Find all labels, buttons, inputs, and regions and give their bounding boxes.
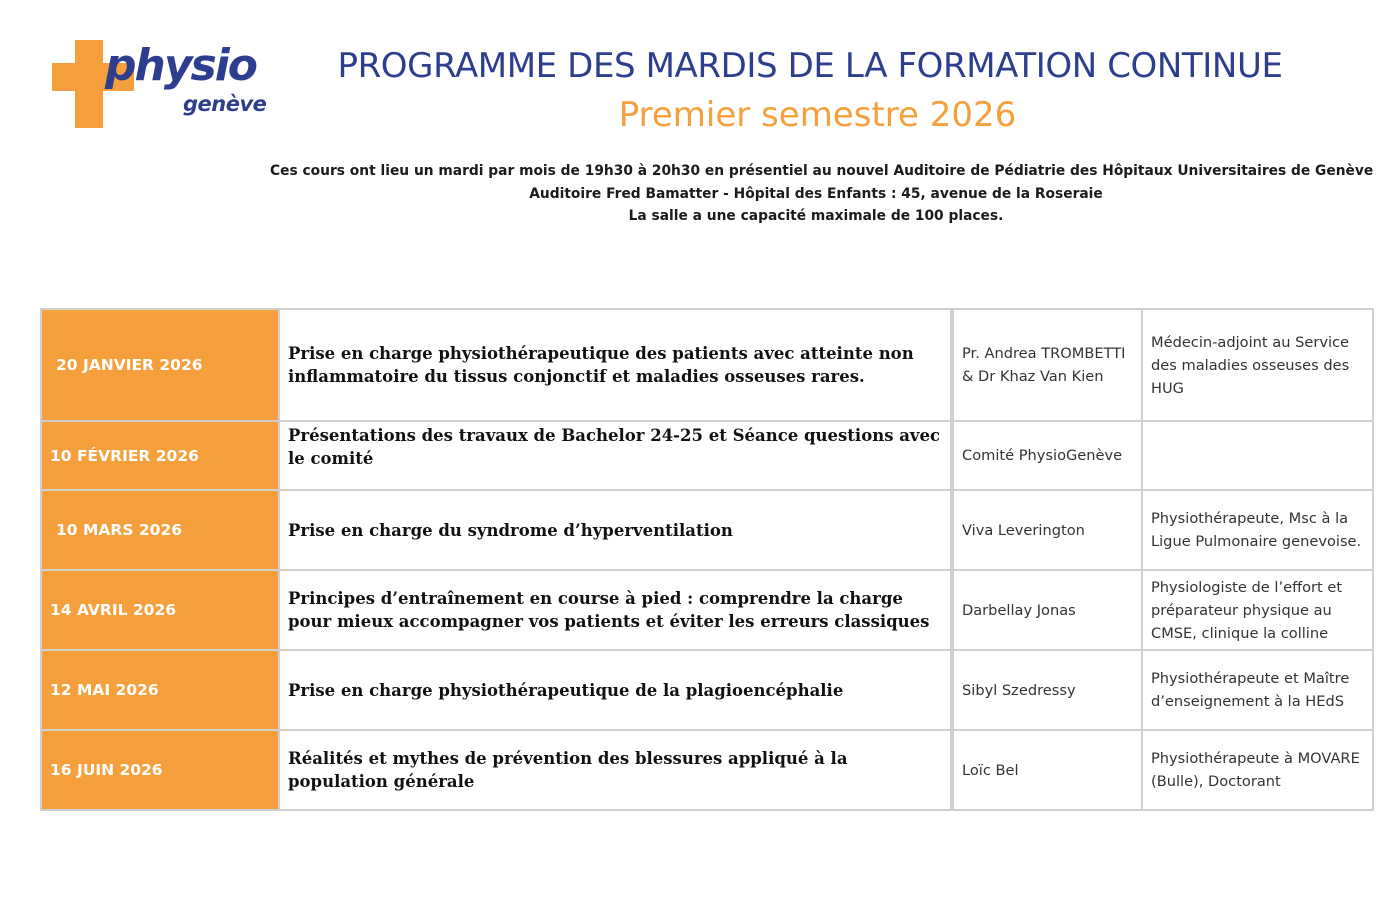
session-topic: Réalités et mythes de prévention des blessures appliqué à la population générale [279, 730, 952, 810]
session-speaker: Viva Leverington [952, 490, 1142, 570]
session-topic: Prise en charge physiothérapeutique des patients avec atteinte non inflammatoire du tissus conjonctif et maladies osseuses rares. [279, 309, 952, 421]
session-speaker-role [1142, 421, 1373, 490]
session-speaker-role: Physiothérapeute et Maître d’enseignement à la HEdS [1142, 650, 1373, 730]
session-speaker: Loïc Bel [952, 730, 1142, 810]
table-row [41, 309, 1373, 421]
session-date: 12 MAI 2026 [41, 650, 279, 730]
logo-word-geneve: genève [183, 92, 267, 116]
session-date: 14 AVRIL 2026 [41, 570, 279, 650]
page-title: PROGRAMME DES MARDIS DE LA FORMATION CONTINUE [337, 46, 1283, 86]
logo-cross-vertical [75, 40, 103, 128]
session-speaker: Comité PhysioGenève [952, 421, 1142, 490]
table-row [41, 570, 1373, 650]
session-topic: Principes d’entraînement en course à pied : comprendre la charge pour mieux accompagner vos patients et éviter les erreurs classiques [279, 570, 952, 650]
table-row [41, 650, 1373, 730]
page-subtitle: Premier semestre 2026 [618, 95, 1017, 135]
table-row [41, 730, 1373, 810]
session-speaker-role: Physiothérapeute à MOVARE (Bulle), Doctorant [1142, 730, 1373, 810]
session-date: 16 JUIN 2026 [41, 730, 279, 810]
session-speaker: Sibyl Szedressy [952, 650, 1142, 730]
session-speaker-role: Physiothérapeute, Msc à la Ligue Pulmonaire genevoise. [1142, 490, 1373, 570]
intro-line-3: La salle a une capacité maximale de 100 places. [628, 208, 1004, 224]
logo-word-physio: physio [105, 40, 257, 91]
session-date: 10 FÉVRIER 2026 [41, 421, 279, 490]
table-row [41, 490, 1373, 570]
session-speaker: Darbellay Jonas [952, 570, 1142, 650]
session-speaker-role: Physiologiste de l’effort et préparateur physique au CMSE, clinique la colline [1142, 570, 1373, 650]
session-date: 10 MARS 2026 [41, 490, 279, 570]
intro-line-2: Auditoire Fred Bamatter - Hôpital des Enfants : 45, avenue de la Roseraie [529, 185, 1103, 202]
session-topic: Prise en charge du syndrome d’hyperventilation [279, 490, 952, 570]
intro-text [270, 160, 1374, 228]
session-topic: Présentations des travaux de Bachelor 24-25 et Séance questions avec le comité [279, 421, 952, 490]
session-speaker: Pr. Andrea TROMBETTI & Dr Khaz Van Kien [952, 309, 1142, 421]
session-topic: Prise en charge physiothérapeutique de la plagioencéphalie [279, 650, 952, 730]
physio-geneve-logo [50, 38, 270, 130]
intro-line-1: Ces cours ont lieu un mardi par mois de 19h30 à 20h30 en présentiel au nouvel Auditoire de Pédiatrie des Hôpitaux Universitaires de Genève [270, 163, 1374, 179]
session-date: 20 JANVIER 2026 [41, 309, 279, 421]
program-table [40, 308, 1374, 811]
session-speaker-role: Médecin-adjoint au Service des maladies osseuses des HUG [1142, 309, 1373, 421]
table-row [41, 421, 1373, 490]
